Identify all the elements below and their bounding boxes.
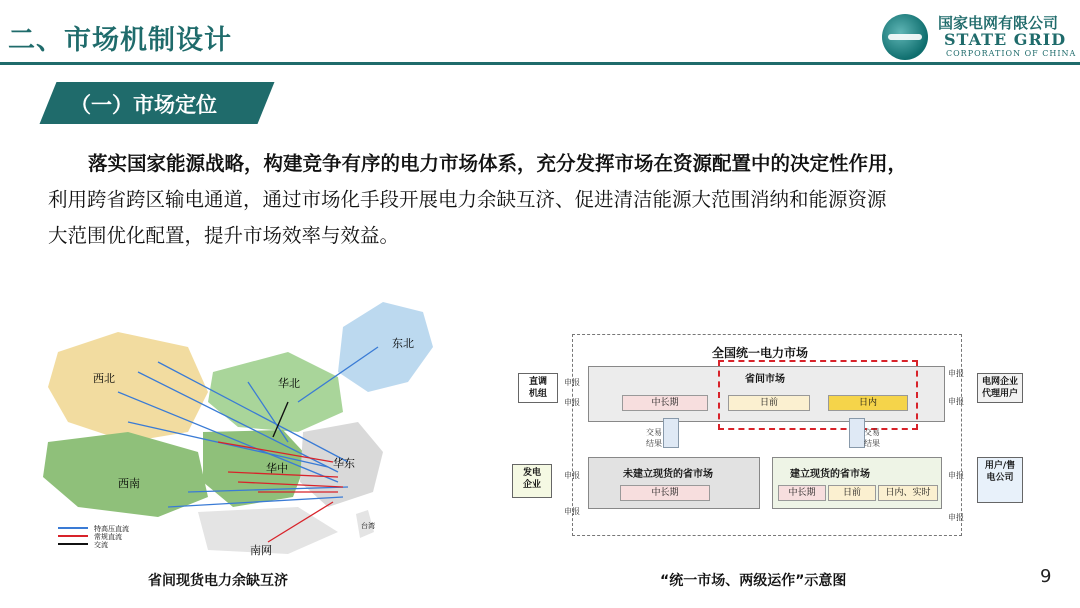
map-label-southwest: 西南	[118, 478, 140, 490]
trade-result-label-1: 交易 结果	[646, 428, 662, 448]
map-region-southwest-shape	[43, 432, 208, 517]
declare-label-6: 申报	[564, 507, 580, 516]
declare-label-2: 申报	[564, 398, 580, 407]
box-grid-agent: 电网企业 代理用户	[977, 373, 1023, 403]
body-line-1: 落实国家能源战略，构建竞争有序的电力市场体系，充分发挥市场在资源配置中的决定性作用，	[88, 152, 908, 175]
map-label-northeast: 东北	[392, 338, 414, 350]
legend-label-dc: 常规直流	[94, 534, 122, 541]
box-user-retailer: 用户/售 电公司	[977, 457, 1023, 503]
body-line-2: 利用跨省跨区输电通道，通过市场化手段开展电力余缺互济、促进清洁能源大范围消纳和能源资源	[48, 188, 887, 211]
map-region-northwest-shape	[48, 332, 208, 442]
pill-mid-long-top: 中长期	[622, 395, 708, 411]
legend-label-ac: 交流	[94, 542, 108, 549]
state-grid-logo-icon	[882, 14, 928, 60]
legend-label-uhv-dc: 特高压直流	[94, 526, 129, 533]
provincial-market-label: 省间市场	[745, 374, 785, 385]
declare-label-1: 申报	[564, 378, 580, 387]
declare-label-3: 申报	[948, 369, 964, 378]
declare-label-8: 申报	[948, 513, 964, 522]
pill-mid-long-left: 中长期	[620, 485, 710, 501]
pill-intraday-top: 日内	[828, 395, 908, 411]
diagram-title: 全国统一电力市场	[712, 346, 809, 360]
logo-english-name: STATE GRID	[944, 30, 1067, 49]
box-generator: 发电 企业	[512, 464, 552, 498]
no-spot-provincial-label: 未建立现货的省市场	[623, 469, 713, 480]
logo-subtitle: CORPORATION OF CHINA	[946, 49, 1077, 58]
pill-day-ahead-right: 日前	[828, 485, 876, 501]
map-region-north-shape	[208, 352, 343, 432]
map-label-northwest: 西北	[93, 373, 115, 385]
declare-label-7: 申报	[948, 471, 964, 480]
spot-provincial-label: 建立现货的省市场	[790, 469, 870, 480]
map-region-northeast-shape	[338, 302, 433, 392]
pill-day-ahead-top: 日前	[728, 395, 810, 411]
logo-company-name: 国家电网有限公司	[938, 14, 1059, 32]
pill-intraday-realtime-right: 日内、实时	[878, 485, 938, 501]
trade-result-label-2: 交易 结果	[864, 428, 880, 448]
section-heading: （一）市场定位	[70, 93, 217, 117]
body-line-3: 大范围优化配置，提升市场效率与效益。	[48, 224, 400, 247]
declare-label-4: 申报	[948, 397, 964, 406]
declare-label-5: 申报	[564, 471, 580, 480]
title-divider	[0, 62, 1080, 65]
box-dispatch-units: 直调 机组	[518, 373, 558, 403]
map-label-south: 南网	[250, 545, 272, 557]
map-label-east: 华东	[333, 458, 355, 470]
diagram-caption: “统一市场、两级运作”示意图	[660, 573, 847, 589]
china-grid-map	[38, 292, 448, 562]
map-caption: 省间现货电力余缺互济	[148, 573, 288, 589]
page-number: 9	[1040, 566, 1052, 587]
slide-title: 二、市场机制设计	[8, 25, 232, 56]
map-label-north: 华北	[278, 378, 300, 390]
map-label-taiwan: 台湾	[361, 523, 375, 530]
map-label-central: 华中	[266, 463, 288, 475]
down-arrow-icon	[663, 418, 679, 448]
pill-mid-long-right: 中长期	[778, 485, 826, 501]
down-arrow-icon	[849, 418, 865, 448]
